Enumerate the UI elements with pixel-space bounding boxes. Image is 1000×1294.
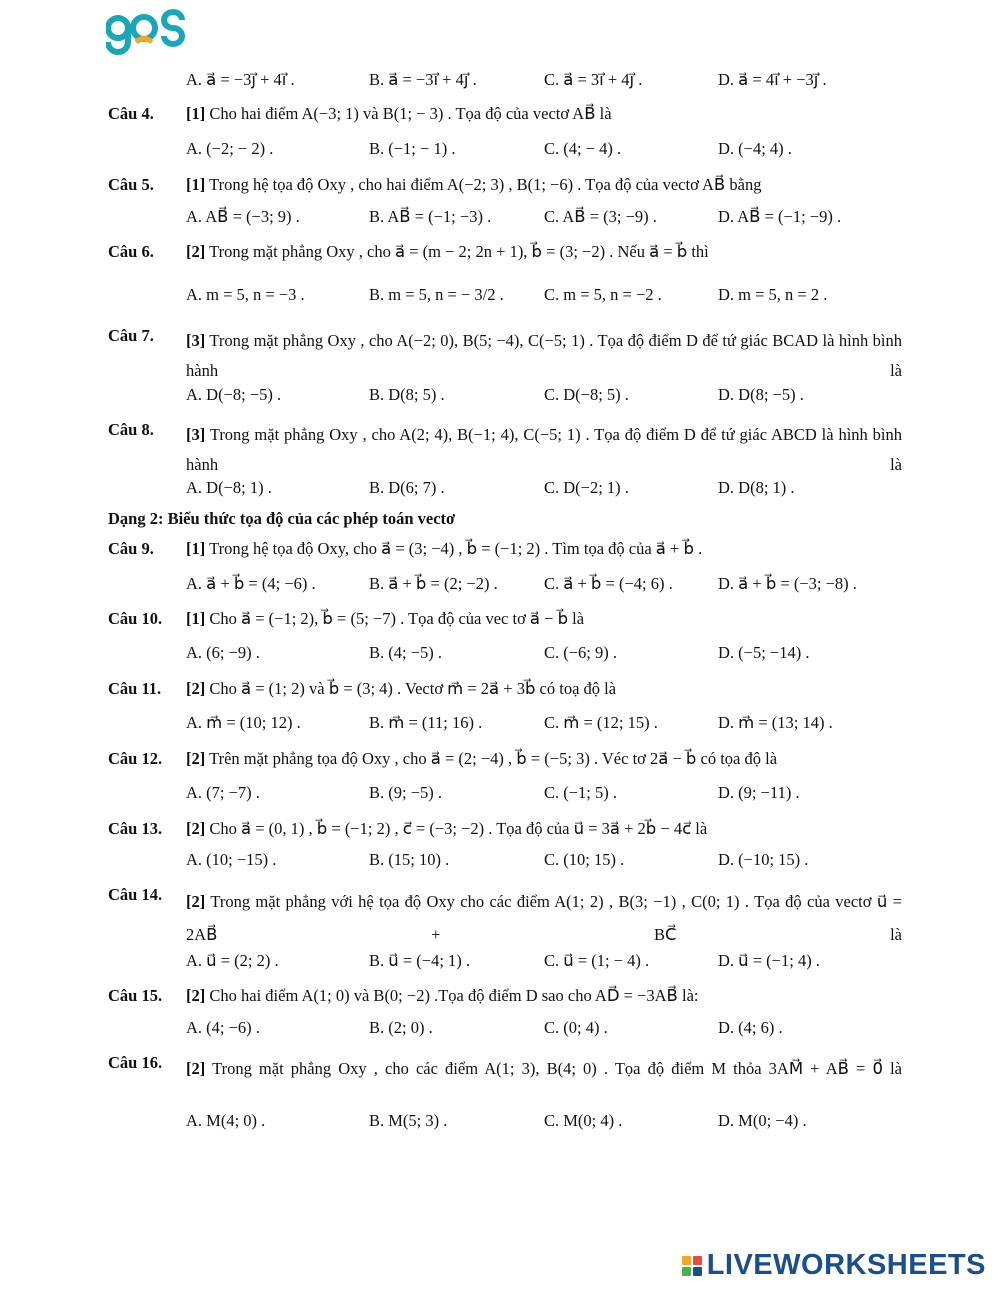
option-d[interactable]: D. (−4; 4) .: [718, 139, 792, 158]
question-number: Câu 4.: [108, 104, 154, 123]
level-tag: [2]: [186, 749, 206, 768]
option-c[interactable]: C. a⃗ + b⃗ = (−4; 6) .: [544, 574, 673, 593]
option-b[interactable]: B. D(8; 5) .: [369, 385, 445, 404]
section-heading: Dạng 2: Biểu thức tọa độ của các phép toán vectơ: [108, 509, 456, 528]
liveworksheets-wordmark: LIVEWORKSHEETS: [706, 1249, 986, 1281]
option-b[interactable]: B. (15; 10) .: [369, 850, 450, 869]
option-c[interactable]: C. (−6; 9) .: [544, 643, 618, 662]
option-a[interactable]: A. (4; −6) .: [186, 1018, 260, 1037]
question-number: Câu 16.: [108, 1053, 163, 1072]
option-d[interactable]: D. a⃗ + b⃗ = (−3; −8) .: [718, 574, 857, 593]
option-a[interactable]: A. (10; −15) .: [186, 850, 277, 869]
question-body: Trong mặt phẳng với hệ tọa độ Oxy cho các điểm A(1; 2) , B(3; −1) , C(0; 1) . Tọa độ của vectơ u⃗ = 2AB⃗ + BC⃗ là: [186, 892, 902, 944]
option-d[interactable]: D. m = 5, n = 2 .: [718, 285, 828, 304]
question-number: Câu 10.: [108, 609, 163, 628]
option-d[interactable]: D. u⃗ = (−1; 4) .: [718, 951, 820, 970]
option-b[interactable]: B. AB⃗ = (−1; −3) .: [369, 207, 492, 226]
question-number: Câu 5.: [108, 175, 154, 194]
question-text: [186, 986, 699, 1006]
option-b[interactable]: B. a⃗ + b⃗ = (2; −2) .: [369, 574, 498, 593]
option-a[interactable]: A. (6; −9) .: [186, 643, 260, 662]
option-a[interactable]: A. D(−8; 1) .: [186, 478, 272, 497]
option-b[interactable]: B. a⃗ = −3i⃗ + 4j⃗ .: [369, 70, 477, 89]
option-d[interactable]: D. (−10; 15) .: [718, 850, 809, 869]
question-body: Trong hệ tọa độ Oxy, cho a⃗ = (3; −4) , b⃗ = (−1; 2) . Tìm tọa độ của a⃗ + b⃗ .: [205, 539, 703, 558]
option-c[interactable]: C. M(0; 4) .: [544, 1111, 623, 1130]
level-tag: [3]: [186, 425, 206, 444]
question-number: Câu 13.: [108, 819, 163, 838]
level-tag: [2]: [186, 242, 206, 261]
option-c[interactable]: C. (4; − 4) .: [544, 139, 622, 158]
level-tag: [1]: [186, 609, 206, 628]
question-body: Cho hai điểm A(1; 0) và B(0; −2) .Tọa độ điểm D sao cho AD⃗ = −3AB⃗ là:: [205, 986, 699, 1005]
question-text: [186, 1053, 902, 1084]
liveworksheets-logo: [682, 1249, 986, 1282]
option-c[interactable]: C. a⃗ = 3i⃗ + 4j⃗ .: [544, 70, 643, 89]
question-text: [186, 609, 584, 629]
option-c[interactable]: C. AB⃗ = (3; −9) .: [544, 207, 657, 226]
question-body: Cho hai điểm A(−3; 1) và B(1; − 3) . Tọa độ của vectơ AB⃗ là: [205, 104, 612, 123]
level-tag: [2]: [186, 892, 206, 911]
option-b[interactable]: B. m⃗ = (11; 16) .: [369, 713, 483, 732]
level-tag: [2]: [186, 679, 206, 698]
gcs-logo: [106, 8, 186, 61]
question-body: Trong mặt phẳng Oxy , cho A(2; 4), B(−1; 4), C(−5; 1) . Tọa độ điểm D để tứ giác ABCD là hình bình hành là: [186, 425, 902, 474]
question-text: [186, 885, 902, 951]
option-a[interactable]: A. M(4; 0) .: [186, 1111, 266, 1130]
option-c[interactable]: C. (−1; 5) .: [544, 783, 618, 802]
question-body: Trên mặt phẳng tọa độ Oxy , cho a⃗ = (2; −4) , b⃗ = (−5; 3) . Véc tơ 2a⃗ − b⃗ có tọa độ là: [205, 749, 778, 768]
option-a[interactable]: A. m = 5, n = −3 .: [186, 285, 305, 304]
level-tag: [1]: [186, 539, 206, 558]
option-c[interactable]: C. m = 5, n = −2 .: [544, 285, 662, 304]
option-d[interactable]: D. a⃗ = 4i⃗ + −3j⃗ .: [718, 70, 827, 89]
option-a[interactable]: A. m⃗ = (10; 12) .: [186, 713, 301, 732]
option-c[interactable]: C. D(−8; 5) .: [544, 385, 629, 404]
level-tag: [2]: [186, 986, 206, 1005]
question-number: Câu 12.: [108, 749, 163, 768]
option-b[interactable]: B. M(5; 3) .: [369, 1111, 448, 1130]
option-d[interactable]: D. (−5; −14) .: [718, 643, 810, 662]
option-b[interactable]: B. u⃗ = (−4; 1) .: [369, 951, 471, 970]
option-d[interactable]: D. M(0; −4) .: [718, 1111, 807, 1130]
option-d[interactable]: D. (4; 6) .: [718, 1018, 783, 1037]
question-text: [186, 819, 707, 839]
option-a[interactable]: A. D(−8; −5) .: [186, 385, 282, 404]
question-text: [186, 679, 616, 699]
question-body: Trong hệ tọa độ Oxy , cho hai điểm A(−2; 3) , B(1; −6) . Tọa độ của vectơ AB⃗ bằng: [205, 175, 762, 194]
question-number: Câu 15.: [108, 986, 163, 1005]
liveworksheets-mark-icon: [682, 1256, 702, 1276]
option-d[interactable]: D. m⃗ = (13; 14) .: [718, 713, 833, 732]
question-number: Câu 9.: [108, 539, 154, 558]
question-text: [186, 326, 902, 386]
option-d[interactable]: D. (9; −11) .: [718, 783, 800, 802]
level-tag: [2]: [186, 1059, 206, 1078]
option-d[interactable]: D. D(8; −5) .: [718, 385, 804, 404]
option-c[interactable]: C. (10; 15) .: [544, 850, 625, 869]
option-a[interactable]: A. (−2; − 2) .: [186, 139, 274, 158]
option-b[interactable]: B. D(6; 7) .: [369, 478, 445, 497]
question-number: Câu 11.: [108, 679, 162, 698]
question-body: Cho a⃗ = (1; 2) và b⃗ = (3; 4) . Vectơ m⃗ = 2a⃗ + 3b⃗ có toạ độ là: [205, 679, 617, 698]
option-a[interactable]: A. AB⃗ = (−3; 9) .: [186, 207, 300, 226]
option-c[interactable]: C. m⃗ = (12; 15) .: [544, 713, 658, 732]
option-d[interactable]: D. AB⃗ = (−1; −9) .: [718, 207, 842, 226]
option-b[interactable]: B. (4; −5) .: [369, 643, 443, 662]
level-tag: [1]: [186, 175, 206, 194]
option-a[interactable]: A. u⃗ = (2; 2) .: [186, 951, 279, 970]
question-text: [186, 539, 702, 559]
level-tag: [3]: [186, 331, 206, 350]
question-number: Câu 6.: [108, 242, 154, 261]
level-tag: [1]: [186, 104, 206, 123]
question-body: Trong mặt phẳng Oxy , cho a⃗ = (m − 2; 2n + 1), b⃗ = (3; −2) . Nếu a⃗ = b⃗ thì: [205, 242, 709, 261]
level-tag: [2]: [186, 819, 206, 838]
question-text: [186, 104, 612, 124]
question-text: [186, 420, 902, 480]
question-body: Trong mặt phẳng Oxy , cho các điểm A(1; 3), B(4; 0) . Tọa độ điểm M thỏa 3AM⃗ + AB⃗ = 0⃗ là: [205, 1059, 902, 1078]
option-c[interactable]: C. D(−2; 1) .: [544, 478, 629, 497]
question-text: [186, 749, 777, 769]
question-body: Cho a⃗ = (−1; 2), b⃗ = (5; −7) . Tọa độ của vec tơ a⃗ − b⃗ là: [205, 609, 585, 628]
option-a[interactable]: A. a⃗ + b⃗ = (4; −6) .: [186, 574, 316, 593]
question-text: [186, 242, 709, 262]
question-body: Trong mặt phẳng Oxy , cho A(−2; 0), B(5; −4), C(−5; 1) . Tọa độ điểm D để tứ giác BCAD là hình bình hành là: [186, 331, 902, 380]
question-number: Câu 14.: [108, 885, 163, 904]
question-text: [186, 175, 761, 195]
question-body: Cho a⃗ = (0, 1) , b⃗ = (−1; 2) , c⃗ = (−3; −2) . Tọa độ của u⃗ = 3a⃗ + 2b⃗ − 4c⃗ là: [205, 819, 708, 838]
option-a[interactable]: A. (7; −7) .: [186, 783, 260, 802]
option-b[interactable]: B. m = 5, n = − 3/2 .: [369, 285, 504, 304]
option-c[interactable]: C. (0; 4) .: [544, 1018, 608, 1037]
option-c[interactable]: C. u⃗ = (1; − 4) .: [544, 951, 650, 970]
option-b[interactable]: B. (9; −5) .: [369, 783, 443, 802]
option-b[interactable]: B. (2; 0) .: [369, 1018, 433, 1037]
question-number: Câu 7.: [108, 326, 154, 345]
option-d[interactable]: D. D(8; 1) .: [718, 478, 795, 497]
option-a[interactable]: A. a⃗ = −3j⃗ + 4i⃗ .: [186, 70, 295, 89]
option-b[interactable]: B. (−1; − 1) .: [369, 139, 456, 158]
question-number: Câu 8.: [108, 420, 154, 439]
